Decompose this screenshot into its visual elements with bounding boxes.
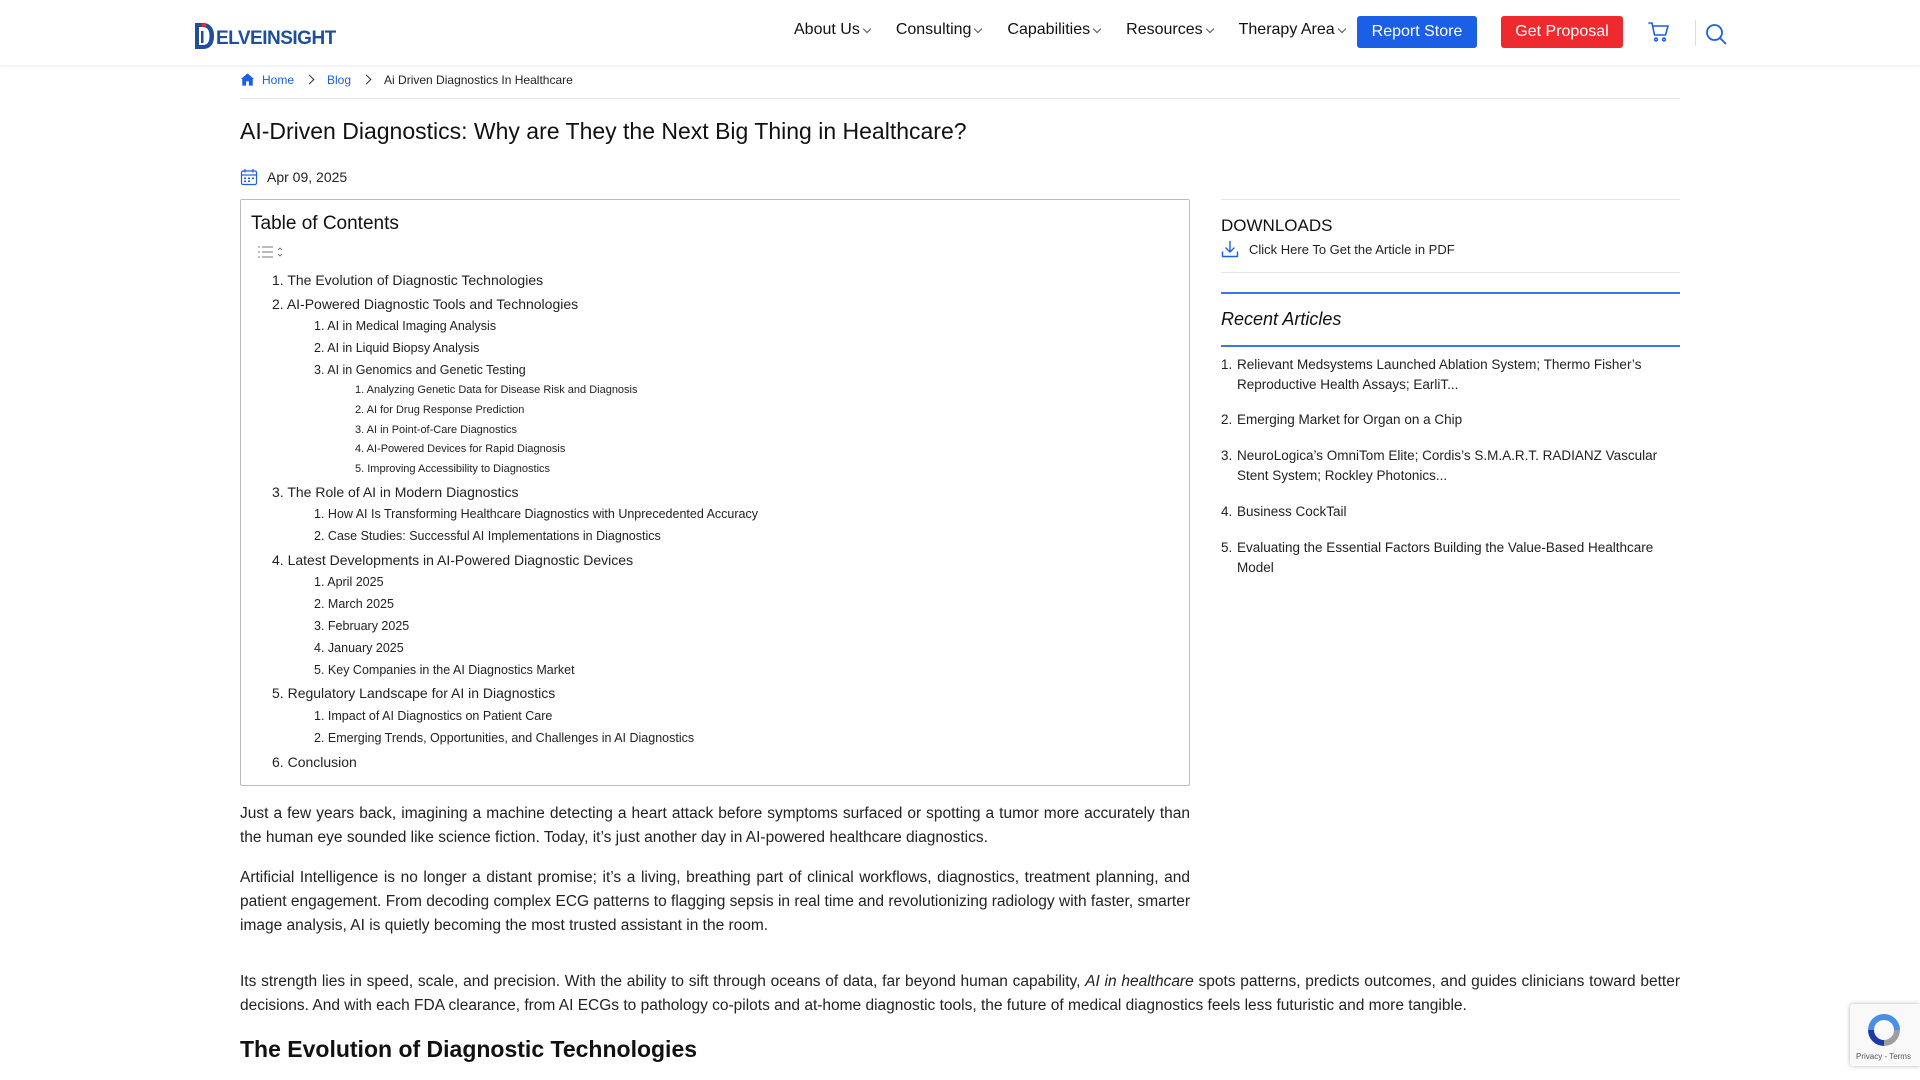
recaptcha-icon <box>1864 1010 1904 1050</box>
calendar-icon <box>240 168 258 186</box>
toc-item-number: 4. <box>272 552 284 568</box>
toc-item-label: Improving Accessibility to Diagnostics <box>367 463 551 475</box>
toc-item-number: 2. <box>272 296 284 312</box>
download-pdf-label: Click Here To Get the Article in PDF <box>1249 241 1455 257</box>
toc-item[interactable] <box>314 731 694 745</box>
nav-capabilities[interactable] <box>1007 21 1100 39</box>
toc-item[interactable] <box>314 709 552 723</box>
recaptcha-badge[interactable] <box>1850 1004 1920 1066</box>
sidebar-divider <box>1221 272 1680 273</box>
chevron-down-icon <box>974 24 982 32</box>
recent-articles-title: Recent Articles <box>1221 309 1342 329</box>
toc-item[interactable] <box>314 663 575 677</box>
toc-item-number: 4. <box>355 443 365 455</box>
recent-article-number: 1. <box>1221 357 1233 372</box>
recent-article-item[interactable] <box>1221 502 1680 522</box>
recent-article-number: 4. <box>1221 504 1233 519</box>
toc-item-label: Conclusion <box>287 754 357 770</box>
toc-item-number: 1. <box>272 272 284 288</box>
toc-item[interactable] <box>314 641 404 655</box>
chevron-right-icon <box>362 75 372 85</box>
page-title: AI-Driven Diagnostics: Why are They the Next Big Thing in Healthcare? <box>240 118 967 144</box>
recent-articles-top-rule <box>1221 292 1680 294</box>
search-icon[interactable] <box>1704 22 1728 46</box>
chevron-down-icon <box>1093 24 1101 32</box>
recent-article-item[interactable] <box>1221 538 1680 578</box>
toc-item[interactable] <box>272 552 633 568</box>
toc-item[interactable] <box>355 404 524 416</box>
breadcrumb <box>240 72 573 87</box>
toc-item[interactable] <box>272 484 518 500</box>
toc-item-label: January 2025 <box>327 641 404 655</box>
article-paragraph-1: Just a few years back, imagining a machine detecting a heart attack before symptoms surfaced or spotting a tumor more accurately than the human eye sounded like science fiction. Today, it’s just another day in AI-powered healthcare diagnostics. <box>240 805 1190 846</box>
logo-mark-icon <box>193 22 215 50</box>
toc-item-number: 5. <box>355 463 365 475</box>
toc-item-number: 2. <box>314 341 325 355</box>
chevron-down-icon <box>1205 24 1213 32</box>
section-heading: The Evolution of Diagnostic Technologies <box>240 1036 698 1062</box>
nav-therapy-area-label: Therapy Area <box>1238 21 1335 38</box>
paragraph-3-text-b: spots patterns, predicts outcomes, and guides clinicians toward better decisions. And with each FDA clearance, from AI ECGs to pathology co-pilots and at-home diagnostic tools, the future of medical diagnostics feels less futuristic and more tangible. <box>240 973 1680 1014</box>
toc-item-label: Impact of AI Diagnostics on Patient Care <box>327 709 553 723</box>
breadcrumb-home[interactable]: Home <box>262 72 295 87</box>
list-icon <box>257 245 285 259</box>
toc-item-number: 1. <box>314 319 325 333</box>
toc-item-number: 1. <box>355 384 365 396</box>
nav-consulting[interactable] <box>896 21 982 39</box>
recent-article-number: 3. <box>1221 448 1233 463</box>
chevron-down-icon <box>863 24 871 32</box>
toc-item-number: 6. <box>272 754 284 770</box>
toc-item-number: 3. <box>355 424 365 436</box>
toc-item-label: March 2025 <box>327 597 394 611</box>
article-paragraph-2: Artificial Intelligence is no longer a distant promise; it’s a living, breathing part of clinical workflows, diagnostics, treatment planning, and patient engagement. From decoding complex ECG patterns to flagging sepsis in real time and revolutionizing radiology with faster, smarter image analysis, AI is quietly becoming the most trusted assistant in the room. <box>240 869 1190 934</box>
recent-article-label: Business CockTail <box>1237 504 1347 519</box>
recent-articles-bottom-rule <box>1221 345 1680 347</box>
toc-item[interactable] <box>314 619 409 633</box>
toc-item-label: The Evolution of Diagnostic Technologies <box>287 272 544 288</box>
toc-toggle[interactable] <box>257 245 285 259</box>
report-store-button[interactable]: Report Store <box>1357 16 1477 48</box>
toc-item-label: Latest Developments in AI-Powered Diagnostic Devices <box>287 552 634 568</box>
toc-item-label: Analyzing Genetic Data for Disease Risk and Diagnosis <box>366 384 638 396</box>
breadcrumb-divider <box>240 98 1680 99</box>
toc-item-label: Emerging Trends, Opportunities, and Challenges in AI Diagnostics <box>327 731 695 745</box>
nav-resources[interactable] <box>1126 21 1212 39</box>
toc-item-label: AI for Drug Response Prediction <box>366 404 525 416</box>
toc-item-label: AI-Powered Diagnostic Tools and Technologies <box>286 296 579 312</box>
nav-about-us-label: About Us <box>794 21 860 38</box>
ai-in-healthcare-emphasis: AI in healthcare <box>1085 973 1194 990</box>
toc-item-label: AI in Liquid Biopsy Analysis <box>327 341 480 355</box>
toc-item[interactable] <box>272 754 357 770</box>
get-proposal-button[interactable]: Get Proposal <box>1501 16 1623 48</box>
toc-item-number: 2. <box>314 597 325 611</box>
recent-article-label: Relievant Medsystems Launched Ablation System; Thermo Fisher’s Reproductive Health Assays; EarliT... <box>1237 357 1642 392</box>
toc-item[interactable] <box>314 341 479 355</box>
toc-item-label: AI-Powered Devices for Rapid Diagnosis <box>366 443 566 455</box>
toc-item-label: AI in Genomics and Genetic Testing <box>327 363 526 377</box>
site-header <box>0 0 1920 65</box>
toc-item-number: 4. <box>314 641 325 655</box>
toc-item-number: 2. <box>314 529 325 543</box>
chevron-right-icon <box>305 75 315 85</box>
downloads-title: DOWNLOADS <box>1221 216 1333 235</box>
nav-about-us[interactable] <box>794 21 870 39</box>
toc-item[interactable] <box>272 685 555 701</box>
logo-text: ELVEINSIGHT <box>216 28 336 49</box>
recent-article-number: 2. <box>1221 412 1233 427</box>
nav-consulting-label: Consulting <box>895 21 972 38</box>
toc-item[interactable] <box>314 575 384 589</box>
nav-resources-label: Resources <box>1126 21 1203 38</box>
toc-item-label: The Role of AI in Modern Diagnostics <box>287 484 519 500</box>
toc-item-number: 1. <box>314 709 325 723</box>
recaptcha-privacy-terms[interactable]: Privacy - Terms <box>1856 1052 1911 1061</box>
home-icon[interactable] <box>240 72 255 87</box>
delveinsight-logo[interactable] <box>193 20 336 50</box>
toc-title: Table of Contents <box>251 213 399 234</box>
recent-article-label: Emerging Market for Organ on a Chip <box>1237 412 1463 427</box>
toc-item-label: How AI Is Transforming Healthcare Diagnostics with Unprecedented Accuracy <box>327 507 758 521</box>
breadcrumb-current: Ai Driven Diagnostics In Healthcare <box>384 72 573 87</box>
toc-item[interactable] <box>314 529 661 543</box>
toc-item[interactable] <box>314 597 394 611</box>
toc-item-label: AI in Point-of-Care Diagnostics <box>366 424 518 436</box>
toc-item-label: AI in Medical Imaging Analysis <box>327 319 497 333</box>
cart-icon[interactable] <box>1647 20 1671 44</box>
toc-item-number: 3. <box>272 484 284 500</box>
toc-item[interactable] <box>355 443 565 455</box>
article-paragraph-3 <box>240 970 1680 1018</box>
toc-item-number: 2. <box>355 404 365 416</box>
toc-item[interactable] <box>355 384 638 396</box>
toc-item-label: April 2025 <box>327 575 384 589</box>
toc-item[interactable] <box>272 272 543 288</box>
download-pdf-link[interactable] <box>1221 240 1455 258</box>
toc-item-number: 2. <box>314 731 325 745</box>
table-of-contents <box>240 199 1190 786</box>
recent-article-label: NeuroLogica’s OmniTom Elite; Cordis’s S.M.A.R.T. RADIANZ Vascular Stent System; Rockley Photonics... <box>1237 448 1658 483</box>
toc-item[interactable] <box>314 507 758 521</box>
nav-capabilities-label: Capabilities <box>1007 21 1091 38</box>
sidebar-divider <box>1221 199 1680 200</box>
main-nav <box>794 21 1371 39</box>
toc-item[interactable] <box>355 424 517 436</box>
toc-item[interactable] <box>314 363 526 377</box>
download-icon <box>1221 240 1239 258</box>
recent-article-label: Evaluating the Essential Factors Building the Value-Based Healthcare Model <box>1237 540 1654 575</box>
toc-item-label: Regulatory Landscape for AI in Diagnostics <box>287 685 556 701</box>
nav-therapy-area[interactable] <box>1239 21 1345 39</box>
toc-item[interactable] <box>272 296 578 312</box>
toc-item-number: 3. <box>314 619 325 633</box>
toc-item-label: Key Companies in the AI Diagnostics Market <box>327 663 575 677</box>
recent-article-number: 5. <box>1221 540 1233 555</box>
toc-item-number: 1. <box>314 507 325 521</box>
publish-date-text: Apr 09, 2025 <box>267 169 348 185</box>
toc-item[interactable] <box>355 463 550 475</box>
paragraph-3-text-a: Its strength lies in speed, scale, and precision. With the ability to sift through oceans of data, far beyond human capability, <box>240 973 1086 990</box>
toc-item-number: 5. <box>314 663 325 677</box>
header-divider <box>1695 20 1696 46</box>
recent-article-item[interactable] <box>1221 446 1680 486</box>
publish-date <box>240 168 347 186</box>
toc-item-label: February 2025 <box>327 619 410 633</box>
toc-item-number: 3. <box>314 363 325 377</box>
toc-item-number: 5. <box>272 685 284 701</box>
toc-item-number: 1. <box>314 575 325 589</box>
recent-article-item[interactable] <box>1221 410 1680 430</box>
breadcrumb-blog[interactable]: Blog <box>327 72 352 87</box>
toc-item[interactable] <box>314 319 496 333</box>
toc-item-label: Case Studies: Successful AI Implementations in Diagnostics <box>327 529 661 543</box>
chevron-down-icon <box>1337 24 1345 32</box>
recent-article-item[interactable] <box>1221 355 1680 395</box>
